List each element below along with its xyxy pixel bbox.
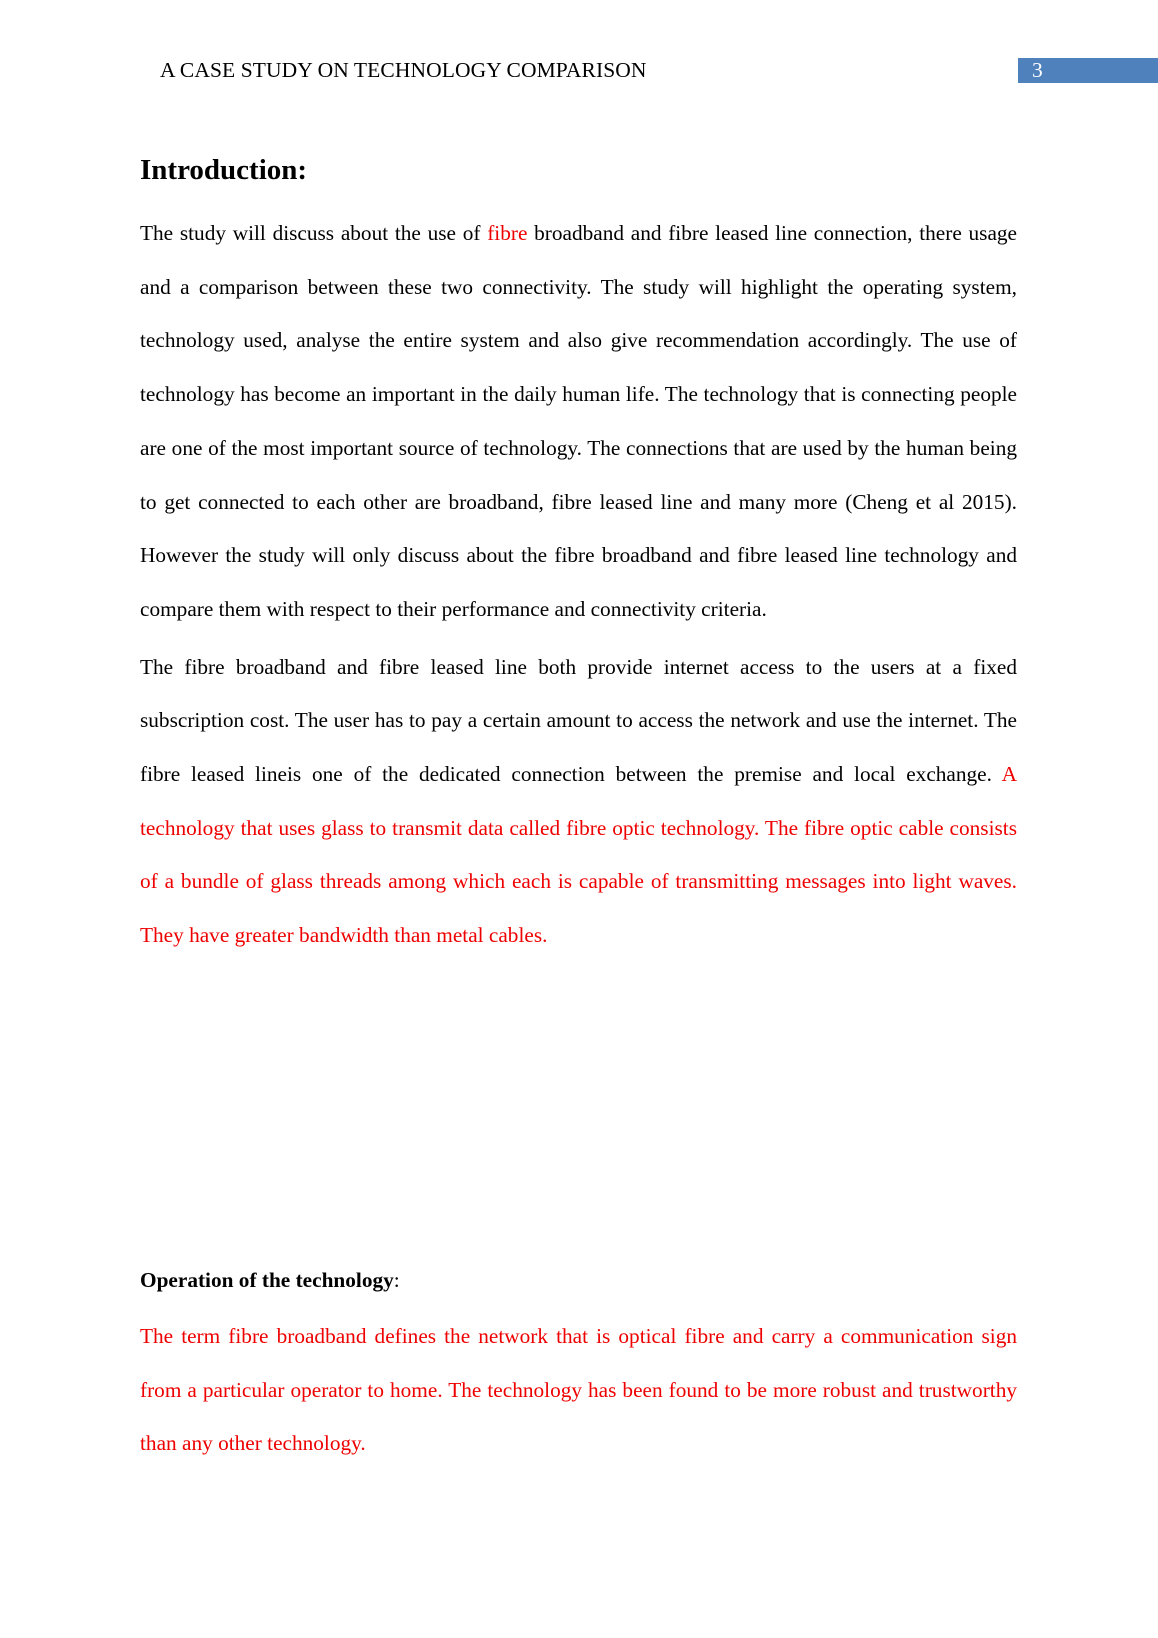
operation-heading-text: Operation of the technology	[140, 1268, 394, 1292]
introduction-paragraph-2	[140, 641, 1017, 963]
paragraph-1-text-start: The study will discuss about the use of	[140, 221, 488, 245]
paragraph-2-highlight: A technology that uses glass to transmit data called fibre optic technology. The fibre optic cable consists of a bundle of glass threads among which each is capable of transmitting messages into light waves. They have greater bandwidth than metal cables.	[140, 762, 1017, 948]
introduction-paragraph-1	[140, 207, 1017, 637]
paragraph-2-plain-text: The fibre broadband and fibre leased line both provide internet access to the users at a fixed subscription cost. The user has to pay a certain amount to access the network and use the internet. The fibre leased lineis one of the dedicated connection between the premise and local exchange.	[140, 654, 1017, 787]
paragraph-1-text-end: broadband and fibre leased line connection, there usage and a comparison between these two connectivity. The study will highlight the operating system, technology used, analyse the entire system and also give recommendation accordingly. The use of technology has become an important in the daily human life. The technology that is connecting people are one of the most important source of technology. The connections that are used by the human being to get connected to each other are broadband, fibre leased line and many more (Cheng et al 2015). However the study will only discuss about the fibre broadband and fibre leased line technology and compare them with respect to their performance and connectivity criteria.	[140, 221, 1018, 621]
page-number-box	[1018, 58, 1158, 83]
operation-paragraph: The term fibre broadband defines the network that is optical fibre and carry a communication sign from a particular operator to home. The technology has been found to be more robust and trustworthy than any other technology.	[140, 1324, 1017, 1456]
page-number: 3	[1032, 58, 1043, 82]
operation-heading-colon: :	[393, 1268, 400, 1292]
introduction-section	[140, 150, 1017, 963]
introduction-heading: Introduction:	[140, 154, 308, 186]
running-head-title: A CASE STUDY ON TECHNOLOGY COMPARISON	[160, 58, 647, 82]
operation-heading	[140, 1265, 400, 1295]
paragraph-1-highlight: fibre	[487, 221, 528, 245]
